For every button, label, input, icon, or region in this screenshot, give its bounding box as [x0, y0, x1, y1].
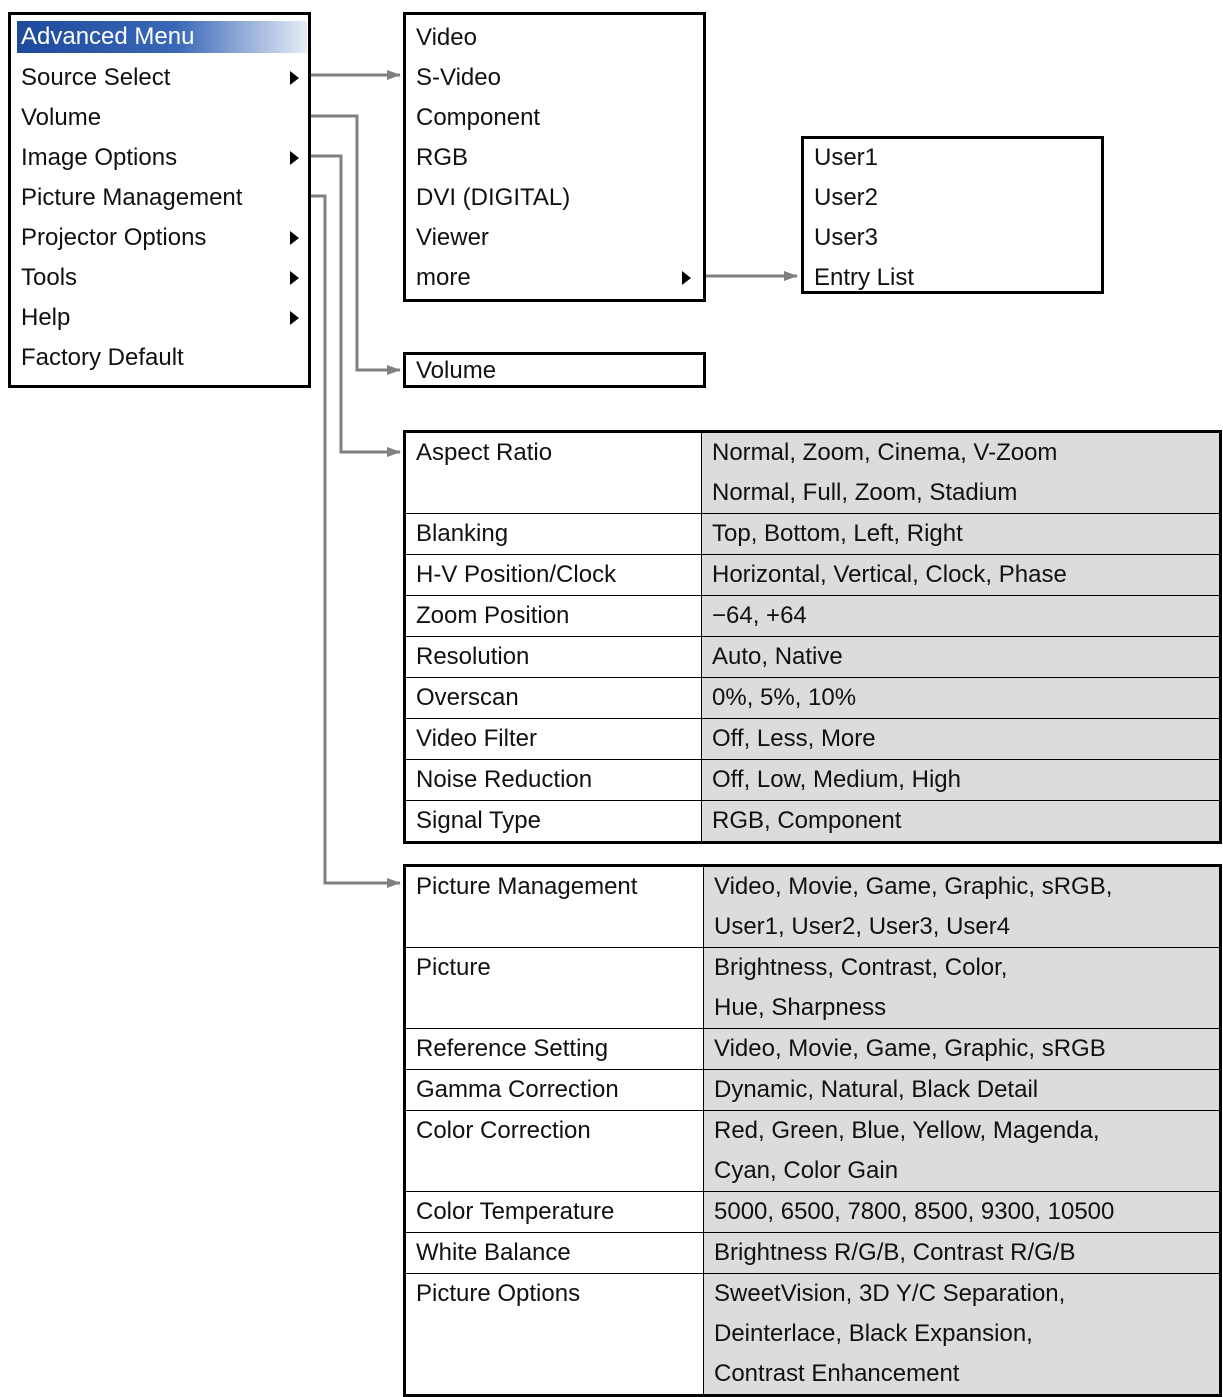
source-item-viewer[interactable]: Viewer — [416, 224, 489, 251]
menu-item-volume[interactable]: Volume — [21, 104, 102, 131]
image-options-table — [403, 430, 1222, 844]
option-values-line: Deinterlace, Black Expansion, — [714, 1320, 1033, 1347]
option-values-line: Contrast Enhancement — [714, 1360, 960, 1387]
table-row[interactable] — [405, 555, 1221, 596]
option-values-line: User1, User2, User3, User4 — [714, 913, 1011, 940]
table-row[interactable] — [405, 596, 1221, 637]
option-values-line: Hue, Sharpness — [714, 994, 887, 1021]
option-name: Overscan — [405, 678, 702, 719]
submenu-arrow-icon — [290, 311, 299, 325]
option-name: Blanking — [405, 514, 702, 555]
option-values-line: Red, Green, Blue, Yellow, Magenda, — [714, 1117, 1100, 1144]
table-row[interactable] — [405, 801, 1221, 843]
volume-menu — [403, 352, 706, 388]
option-name: White Balance — [405, 1233, 704, 1274]
source-item-s-video[interactable]: S-Video — [416, 64, 501, 91]
submenu-arrow-icon — [290, 271, 299, 285]
table-row[interactable] — [405, 678, 1221, 719]
option-values-line: Normal, Zoom, Cinema, V-Zoom — [712, 439, 1058, 466]
source-select-menu — [403, 12, 706, 302]
table-row[interactable] — [405, 1111, 1221, 1192]
table-row[interactable] — [405, 637, 1221, 678]
table-row[interactable] — [405, 1274, 1221, 1396]
volume-item[interactable]: Volume — [416, 357, 497, 384]
option-values-line: SweetVision, 3D Y/C Separation, — [714, 1280, 1066, 1307]
submenu-arrow-icon — [290, 151, 299, 165]
table-row[interactable] — [405, 866, 1221, 948]
option-name: Zoom Position — [405, 596, 702, 637]
more-item-user3[interactable]: User3 — [814, 224, 879, 251]
menu-item-projector-options[interactable]: Projector Options — [21, 224, 207, 251]
menu-item-help[interactable]: Help — [21, 304, 71, 331]
advanced-menu-title: Advanced Menu — [21, 23, 195, 50]
advanced-menu — [8, 12, 311, 388]
menu-item-tools[interactable]: Tools — [21, 264, 78, 291]
table-row[interactable] — [405, 1192, 1221, 1233]
option-values — [704, 948, 1221, 1029]
menu-item-image-options[interactable]: Image Options — [21, 144, 178, 171]
option-values: 5000, 6500, 7800, 8500, 9300, 10500 — [704, 1192, 1221, 1233]
option-values-line: Brightness, Contrast, Color, — [714, 954, 1008, 981]
option-values: Top, Bottom, Left, Right — [702, 514, 1221, 555]
more-menu — [801, 136, 1104, 294]
option-values: Auto, Native — [702, 637, 1221, 678]
menu-item-factory-default[interactable]: Factory Default — [21, 344, 184, 371]
submenu-arrow-icon — [682, 271, 691, 285]
option-name: Picture Management — [405, 866, 704, 948]
option-values — [704, 866, 1221, 948]
table-row[interactable] — [405, 948, 1221, 1029]
option-name: H-V Position/Clock — [405, 555, 702, 596]
option-name: Gamma Correction — [405, 1070, 704, 1111]
menu-item-source-select[interactable]: Source Select — [21, 64, 171, 91]
option-values: Video, Movie, Game, Graphic, sRGB — [704, 1029, 1221, 1070]
option-name: Color Correction — [405, 1111, 704, 1192]
submenu-arrow-icon — [290, 231, 299, 245]
submenu-arrow-icon — [290, 71, 299, 85]
option-name: Signal Type — [405, 801, 702, 843]
table-row[interactable] — [405, 719, 1221, 760]
option-values: RGB, Component — [702, 801, 1221, 843]
option-name: Picture Options — [405, 1274, 704, 1396]
table-row[interactable] — [405, 432, 1221, 514]
arrow-image-options — [302, 156, 400, 452]
option-values — [704, 1274, 1221, 1396]
table-row[interactable] — [405, 1233, 1221, 1274]
option-values — [702, 432, 1221, 514]
table-row[interactable] — [405, 514, 1221, 555]
picture-management-table — [403, 864, 1222, 1397]
option-values-line: Video, Movie, Game, Graphic, sRGB, — [714, 873, 1113, 900]
option-values: −64, +64 — [702, 596, 1221, 637]
more-item-user2[interactable]: User2 — [814, 184, 879, 211]
source-item-video[interactable]: Video — [416, 24, 477, 51]
option-values: Off, Less, More — [702, 719, 1221, 760]
source-item-rgb[interactable]: RGB — [416, 144, 469, 171]
option-values-line: Normal, Full, Zoom, Stadium — [712, 479, 1018, 506]
option-name: Picture — [405, 948, 704, 1029]
option-name: Reference Setting — [405, 1029, 704, 1070]
table-row[interactable] — [405, 1070, 1221, 1111]
option-values — [704, 1111, 1221, 1192]
more-item-user1[interactable]: User1 — [814, 144, 879, 171]
option-name: Noise Reduction — [405, 760, 702, 801]
source-item-component[interactable]: Component — [416, 104, 541, 131]
table-row[interactable] — [405, 760, 1221, 801]
option-name: Resolution — [405, 637, 702, 678]
option-name: Aspect Ratio — [405, 432, 702, 514]
table-row[interactable] — [405, 1029, 1221, 1070]
source-item-dvi-digital[interactable]: DVI (DIGITAL) — [416, 184, 571, 211]
option-values: Off, Low, Medium, High — [702, 760, 1221, 801]
more-item-entry-list[interactable]: Entry List — [814, 264, 915, 291]
option-values: 0%, 5%, 10% — [702, 678, 1221, 719]
option-name: Color Temperature — [405, 1192, 704, 1233]
option-values: Horizontal, Vertical, Clock, Phase — [702, 555, 1221, 596]
option-values: Brightness R/G/B, Contrast R/G/B — [704, 1233, 1221, 1274]
source-item-more[interactable]: more — [416, 264, 471, 291]
option-values: Dynamic, Natural, Black Detail — [704, 1070, 1221, 1111]
menu-item-picture-management[interactable]: Picture Management — [21, 184, 243, 211]
option-values-line: Cyan, Color Gain — [714, 1157, 899, 1184]
option-name: Video Filter — [405, 719, 702, 760]
